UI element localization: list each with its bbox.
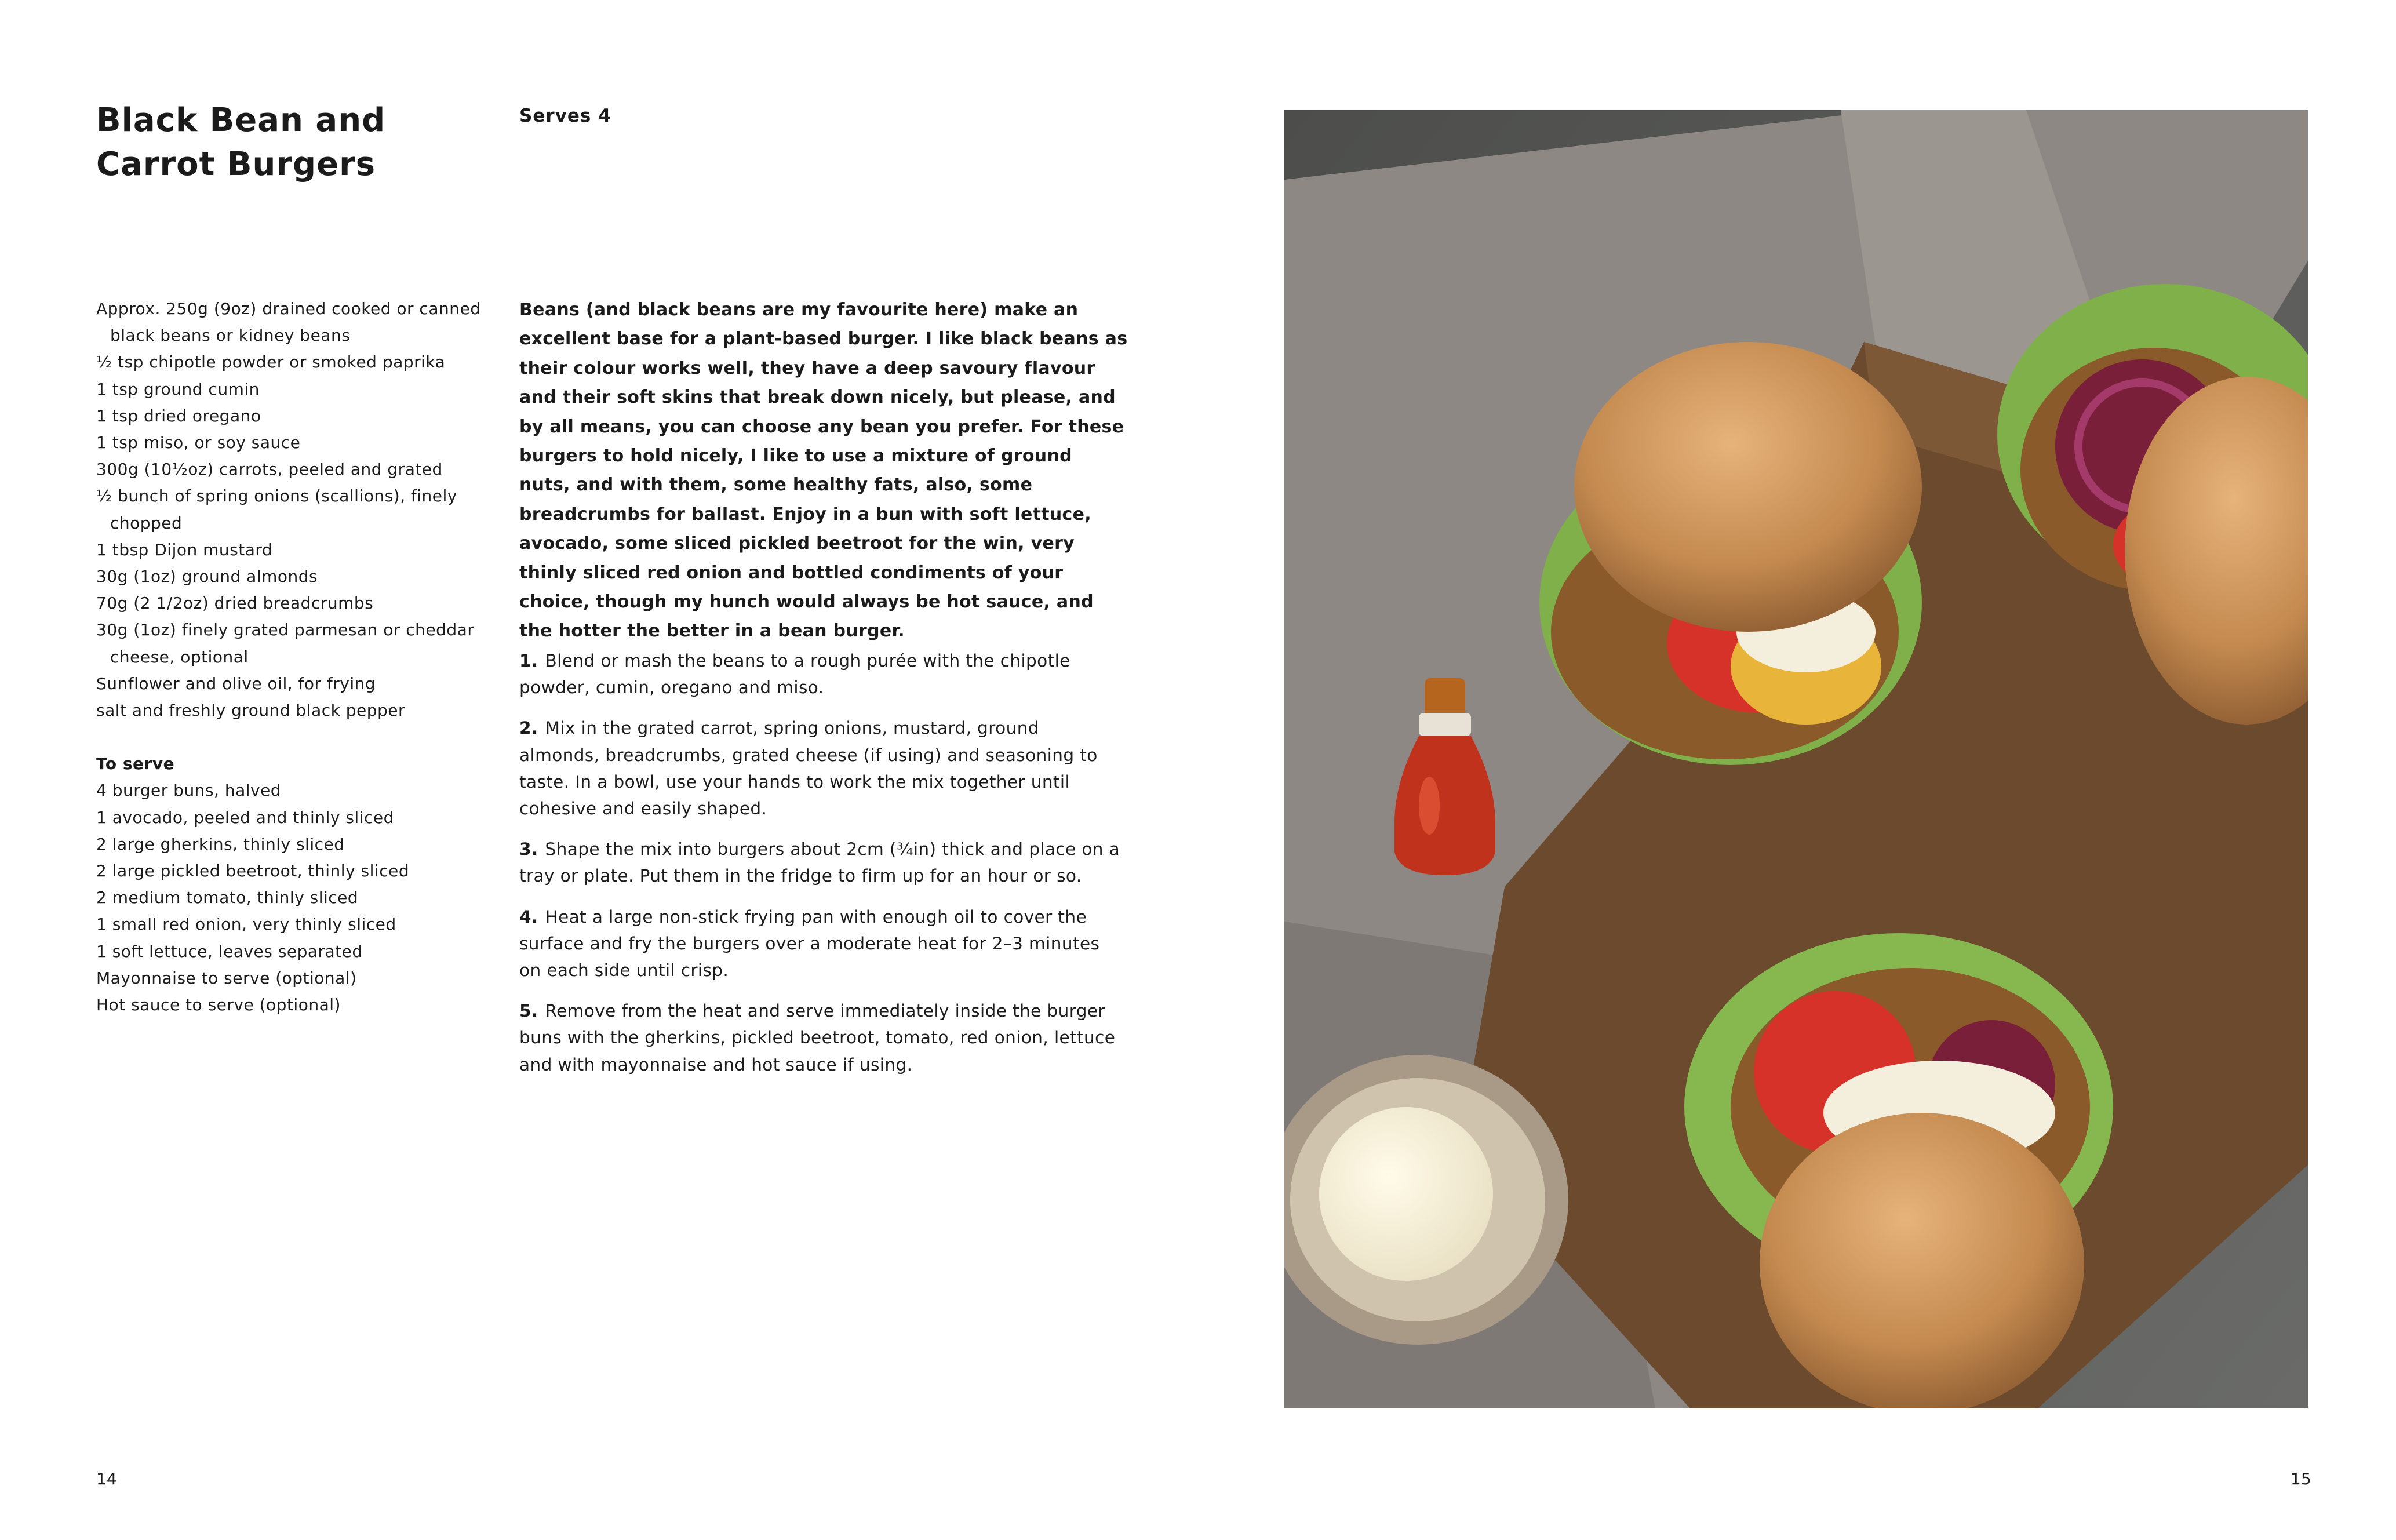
method-step <box>519 647 1122 701</box>
step-text: Heat a large non-stick frying pan with enough oil to cover the surface and fry the burgers over a moderate heat for 2–3 minutes on each side until crisp. <box>519 906 1100 981</box>
ingredient-item: 1 tsp ground cumin <box>96 379 260 399</box>
method-step <box>519 715 1122 822</box>
page-number-left: 14 <box>96 1469 117 1488</box>
ingredient-item: 1 avocado, peeled and thinly sliced <box>96 807 394 827</box>
method-step <box>519 836 1122 889</box>
ingredient-item: 2 medium tomato, thinly sliced <box>96 888 359 908</box>
ingredients-column <box>96 296 490 1018</box>
ingredients-list <box>96 296 490 724</box>
step-text: Mix in the grated carrot, spring onions, mustard, ground almonds, breadcrumbs, grated cheese (if using) and seasoning to taste. In a bowl, use your hands to work the mix together until cohesive and easily shaped. <box>519 718 1098 819</box>
method-step <box>519 997 1122 1078</box>
page-number-right: 15 <box>2291 1469 2311 1488</box>
to-serve-heading: To serve <box>96 754 175 774</box>
step-number: 2. <box>519 718 538 738</box>
ingredient-item: 1 tsp dried oregano <box>96 406 261 425</box>
ingredient-item: 1 tsp miso, or soy sauce <box>96 433 301 453</box>
ingredient-item: Approx. 250g (9oz) drained cooked or canned black beans or kidney beans <box>96 299 481 345</box>
recipe-intro: Beans (and black beans are my favourite here) make an excellent base for a plant-based burger. I like black beans as their colour works well, they have a deep savoury flavour and their soft skins that break down nicely, but please, and by all means, you can choose any bean you prefer. For these burgers to hold nicely, I like to use a mixture of ground nuts, and with them, some healthy fats, also, some breadcrumbs for ballast. Enjoy in a bun with soft lettuce, avocado, some sliced pickled beetroot for the win, very thinly sliced red onion and bottled condiments of your choice, though my hunch would always be hot sauce, and the hotter the better in a bean burger. <box>519 300 1128 642</box>
ingredient-item: salt and freshly ground black pepper <box>96 701 406 720</box>
ingredient-item: 70g (2 1/2oz) dried breadcrumbs <box>96 594 374 613</box>
ingredient-item: 30g (1oz) ground almonds <box>96 567 318 587</box>
ingredient-item: 2 large pickled beetroot, thinly sliced <box>96 861 410 881</box>
step-number: 4. <box>519 906 538 927</box>
ingredient-item: ½ tsp chipotle powder or smoked paprika <box>96 352 446 372</box>
ingredient-item: Sunflower and olive oil, for frying <box>96 673 376 693</box>
ingredient-item: Hot sauce to serve (optional) <box>96 995 341 1015</box>
burger-photo <box>1284 110 2308 1408</box>
title-line-1: Black Bean and <box>96 101 386 139</box>
ingredient-item: 300g (10½oz) carrots, peeled and grated <box>96 460 443 479</box>
method-step <box>519 904 1122 984</box>
step-number: 5. <box>519 1001 538 1021</box>
ingredient-item: 1 soft lettuce, leaves separated <box>96 941 363 961</box>
step-number: 3. <box>519 839 538 860</box>
step-text: Shape the mix into burgers about 2cm (¾in) thick and place on a tray or plate. Put them in the fridge to firm up for an hour or so. <box>519 839 1120 886</box>
to-serve-list <box>96 777 490 1018</box>
step-number: 1. <box>519 651 538 671</box>
title-line-2: Carrot Burgers <box>96 145 376 183</box>
ingredient-item: ½ bunch of spring onions (scallions), finely chopped <box>96 486 457 533</box>
ingredient-item: 2 large gherkins, thinly sliced <box>96 834 345 854</box>
ingredient-item: 4 burger buns, halved <box>96 781 282 800</box>
ingredient-item: 30g (1oz) finely grated parmesan or cheddar cheese, optional <box>96 620 475 667</box>
ingredient-item: 1 small red onion, very thinly sliced <box>96 915 396 934</box>
step-text: Blend or mash the beans to a rough purée with the chipotle powder, cumin, oregano and miso. <box>519 651 1070 698</box>
serves-label: Serves 4 <box>519 105 611 126</box>
recipe-title <box>96 99 456 187</box>
method-steps <box>519 647 1122 1092</box>
step-text: Remove from the heat and serve immediately inside the burger buns with the gherkins, pickled beetroot, tomato, red onion, lettuce and with mayonnaise and hot sauce if using. <box>519 1001 1116 1075</box>
ingredient-item: Mayonnaise to serve (optional) <box>96 968 357 988</box>
ingredient-item: 1 tbsp Dijon mustard <box>96 540 273 559</box>
